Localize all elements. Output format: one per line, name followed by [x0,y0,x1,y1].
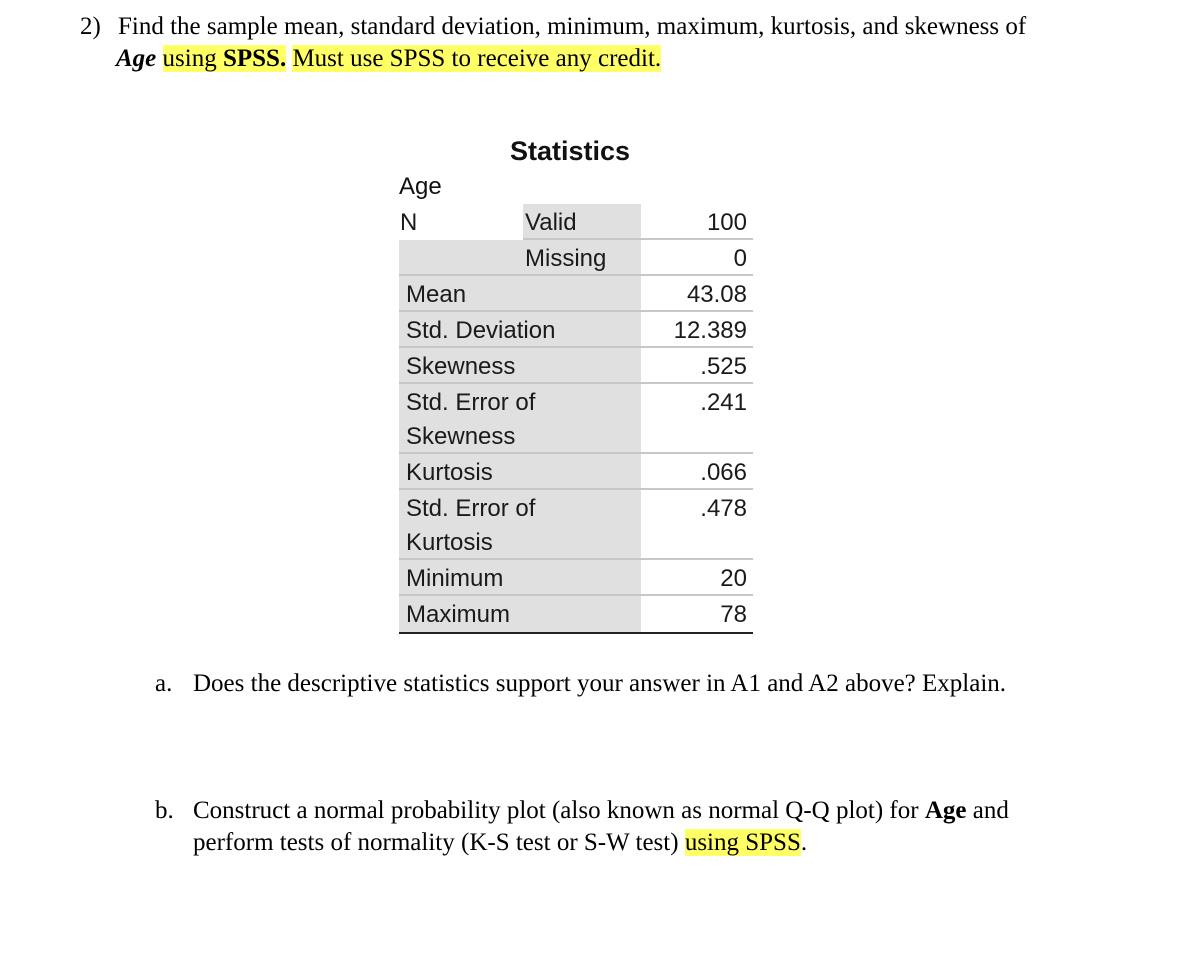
part-b-marker: b. [155,797,174,824]
table-row [399,312,753,348]
row-label: Std. Deviation [406,317,556,344]
part-b-line1-text: Construct a normal probability plot (also known as normal Q-Q plot) for [193,797,919,824]
row-label: Maximum [406,601,511,628]
highlight-using-spss-b: using SPSS [684,829,801,856]
table-row [399,204,753,240]
n-label: N [400,209,418,236]
table-bottom-border [399,632,753,634]
row-label-line1: Std. Error of [406,495,536,522]
statistics-table [399,204,753,632]
highlight-using-spss [163,45,287,72]
table-row [399,384,753,454]
variable-age-b: Age [924,797,967,824]
table-variable: Age [399,173,442,200]
row-value: 43.08 [686,281,747,308]
table-title: Statistics [510,136,631,166]
row-label-line2: Kurtosis [406,529,493,556]
part-b-period: . [800,829,808,856]
row-label: Minimum [406,565,504,592]
variable-age: Age [116,45,157,72]
table-row [399,240,753,276]
table-row [399,454,753,490]
row-label-line2: Skewness [406,423,516,450]
question-text-line1: Find the sample mean, standard deviation, minimum, maximum, kurtosis, and skewness of [118,13,1027,40]
part-a-marker: a. [155,670,173,697]
row-value: .478 [700,495,747,522]
table-row [399,560,753,596]
row-value: 78 [720,601,747,628]
part-b-line2 [193,827,807,859]
row-label: Valid [525,209,577,236]
part-b-line1-end: and [972,797,1009,824]
row-label: Skewness [406,353,516,380]
part-b-line2-text: perform tests of normality (K-S test or S-W test) [193,829,679,856]
row-value: 20 [720,565,747,592]
row-label-line1: Std. Error of [406,389,536,416]
part-a-text: Does the descriptive statistics support your answer in A1 and A2 above? Explain. [193,670,1007,697]
row-value: .525 [700,353,747,380]
period: . [279,45,287,72]
part-b-line1 [193,795,1009,827]
table-row [399,276,753,312]
row-value: .066 [700,459,747,486]
table-row [399,490,753,560]
spss-word: SPSS [222,45,280,72]
question-text-line2 [116,44,661,74]
table-row [399,348,753,384]
using-word: using [162,45,217,72]
row-value: 0 [733,245,747,272]
question-number: 2) [80,13,101,40]
row-label: Missing [525,245,607,272]
row-value: 12.389 [673,317,747,344]
highlight-must-use: Must use SPSS to receive any credit. [292,45,662,72]
row-value: .241 [700,389,747,416]
row-label: Kurtosis [406,459,493,486]
table-row [399,596,753,632]
row-label: Mean [406,281,467,308]
row-value: 100 [706,209,747,236]
